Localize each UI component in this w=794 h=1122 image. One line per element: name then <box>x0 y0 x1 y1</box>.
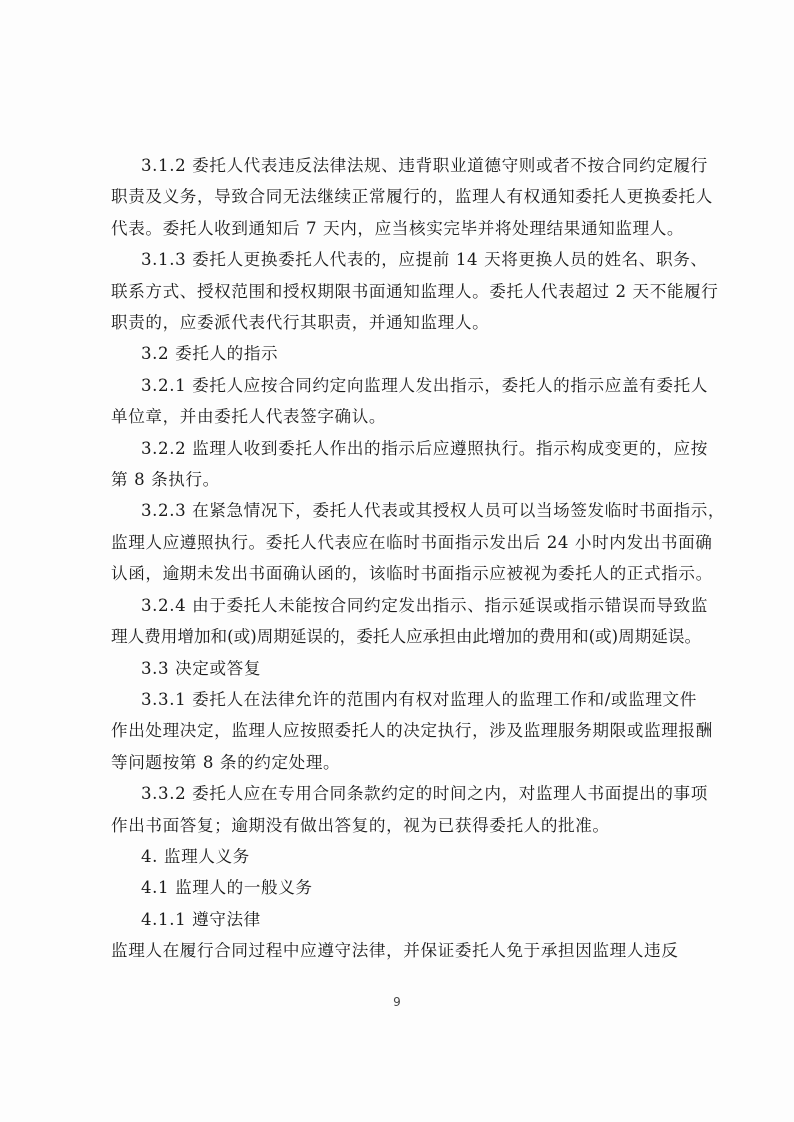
text-line: 3.3.1 委托人在法律允许的范围内有权对监理人的监理工作和/或监理文件 <box>141 689 697 709</box>
heading-4-1 <box>118 872 738 903</box>
text-line: 职责的，应委派代表代行其职责，并通知监理人。 <box>111 313 490 333</box>
heading-4 <box>118 841 738 872</box>
text-line: 职责及义务，导致合同无法继续正常履行的，监理人有权通知委托人更换委托人 <box>111 187 713 207</box>
page-number: 9 <box>393 995 401 1009</box>
section-heading: 4.1.1 遵守法律 <box>141 909 261 929</box>
text-line: 3.1.3 委托人更换委托人代表的，应提前 14 天将更换人员的姓名、职务、 <box>141 250 708 270</box>
clause-4-1-1-body <box>111 935 738 966</box>
text-line: 3.2.1 委托人应按合同约定向监理人发出指示，委托人的指示应盖有委托人 <box>141 375 708 395</box>
text-line: 3.2.4 由于委托人未能按合同约定发出指示、指示延误或指示错误而导致监 <box>141 595 708 615</box>
text-line: 作出书面答复；逾期没有做出答复的，视为已获得委托人的批准。 <box>111 815 610 835</box>
text-line: 代表。委托人收到通知后 7 天内，应当核实完毕并将处理结果通知监理人。 <box>111 218 685 238</box>
text-line: 单位章，并由委托人代表签字确认。 <box>111 407 387 427</box>
clause-3-1-3 <box>111 244 738 338</box>
clause-3-2-4 <box>111 590 738 653</box>
heading-3-2 <box>118 338 738 369</box>
clause-3-2-2 <box>111 433 738 496</box>
section-heading: 3.2 委托人的指示 <box>141 344 279 364</box>
clause-3-2-1 <box>111 370 738 433</box>
section-heading: 3.3 决定或答复 <box>141 658 262 678</box>
document-body <box>111 150 738 967</box>
clause-3-3-2 <box>111 778 738 841</box>
clause-3-2-3 <box>111 495 738 589</box>
text-line: 理人费用增加和(或)周期延误的，委托人应承担由此增加的费用和(或)周期延误。 <box>111 627 702 647</box>
section-heading: 4.1 监理人的一般义务 <box>141 878 313 898</box>
text-line: 联系方式、授权范围和授权期限书面通知监理人。委托人代表超过 2 天不能履行 <box>111 281 719 301</box>
text-line: 监理人在履行合同过程中应遵守法律，并保证委托人免于承担因监理人违反 <box>111 941 679 961</box>
text-line: 认函，逾期未发出书面确认函的，该临时书面指示应被视为委托人的正式指示。 <box>111 564 713 584</box>
text-line: 作出处理决定，监理人应按照委托人的决定执行，涉及监理服务期限或监理报酬 <box>111 721 713 741</box>
text-line: 3.2.2 监理人收到委托人作出的指示后应遵照执行。指示构成变更的，应按 <box>141 438 708 458</box>
clause-3-1-2 <box>111 150 738 244</box>
text-line: 监理人应遵照执行。委托人代表应在临时书面指示发出后 24 小时内发出书面确 <box>111 532 713 552</box>
heading-4-1-1 <box>118 904 738 935</box>
text-line: 3.3.2 委托人应在专用合同条款约定的时间之内，对监理人书面提出的事项 <box>141 784 708 804</box>
section-heading: 4. 监理人义务 <box>141 846 250 866</box>
clause-3-3-1 <box>111 684 738 778</box>
text-line: 3.1.2 委托人代表违反法律法规、违背职业道德守则或者不按合同约定履行 <box>141 156 708 175</box>
text-line: 等问题按第 8 条的约定处理。 <box>111 752 341 772</box>
heading-3-3 <box>118 653 738 684</box>
text-line: 第 8 条执行。 <box>111 470 220 490</box>
text-line: 3.2.3 在紧急情况下，委托人代表或其授权人员可以当场签发临时书面指示， <box>141 501 726 521</box>
